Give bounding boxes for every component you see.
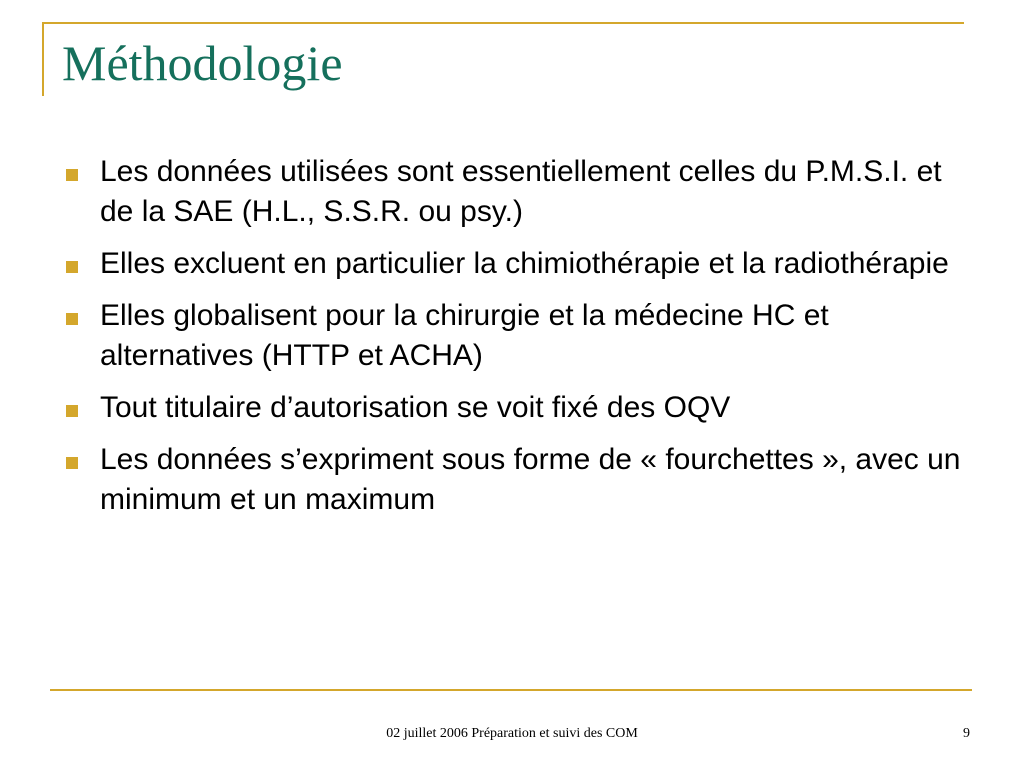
square-bullet-icon [66, 261, 78, 273]
bullet-item [62, 244, 972, 284]
bullet-item [62, 152, 972, 232]
bullet-text: Tout titulaire d’autorisation se voit fixé des OQV [100, 391, 731, 424]
page-number: 9 [963, 726, 970, 741]
bullet-item [62, 296, 972, 376]
bullet-text: Les données utilisées sont essentiellement celles du P.M.S.I. et de la SAE (H.L., S.S.R. ou psy.) [100, 155, 942, 228]
bullet-text: Elles globalisent pour la chirurgie et la médecine HC et alternatives (HTTP et ACHA) [100, 299, 829, 372]
bullet-text: Les données s’expriment sous forme de « fourchettes », avec un minimum et un maximum [100, 443, 961, 516]
bullet-item [62, 440, 972, 520]
bullet-item [62, 388, 972, 428]
title-divider-horizontal [42, 22, 964, 24]
square-bullet-icon [66, 457, 78, 469]
bullet-text: Elles excluent en particulier la chimiothérapie et la radiothérapie [100, 247, 949, 280]
square-bullet-icon [66, 313, 78, 325]
bullet-list [62, 152, 972, 532]
footer-divider [50, 689, 972, 691]
footer-text: 02 juillet 2006 Préparation et suivi des COM [386, 726, 638, 741]
slide-title: Méthodologie [62, 35, 343, 91]
square-bullet-icon [66, 405, 78, 417]
square-bullet-icon [66, 169, 78, 181]
title-divider-vertical [42, 22, 44, 96]
